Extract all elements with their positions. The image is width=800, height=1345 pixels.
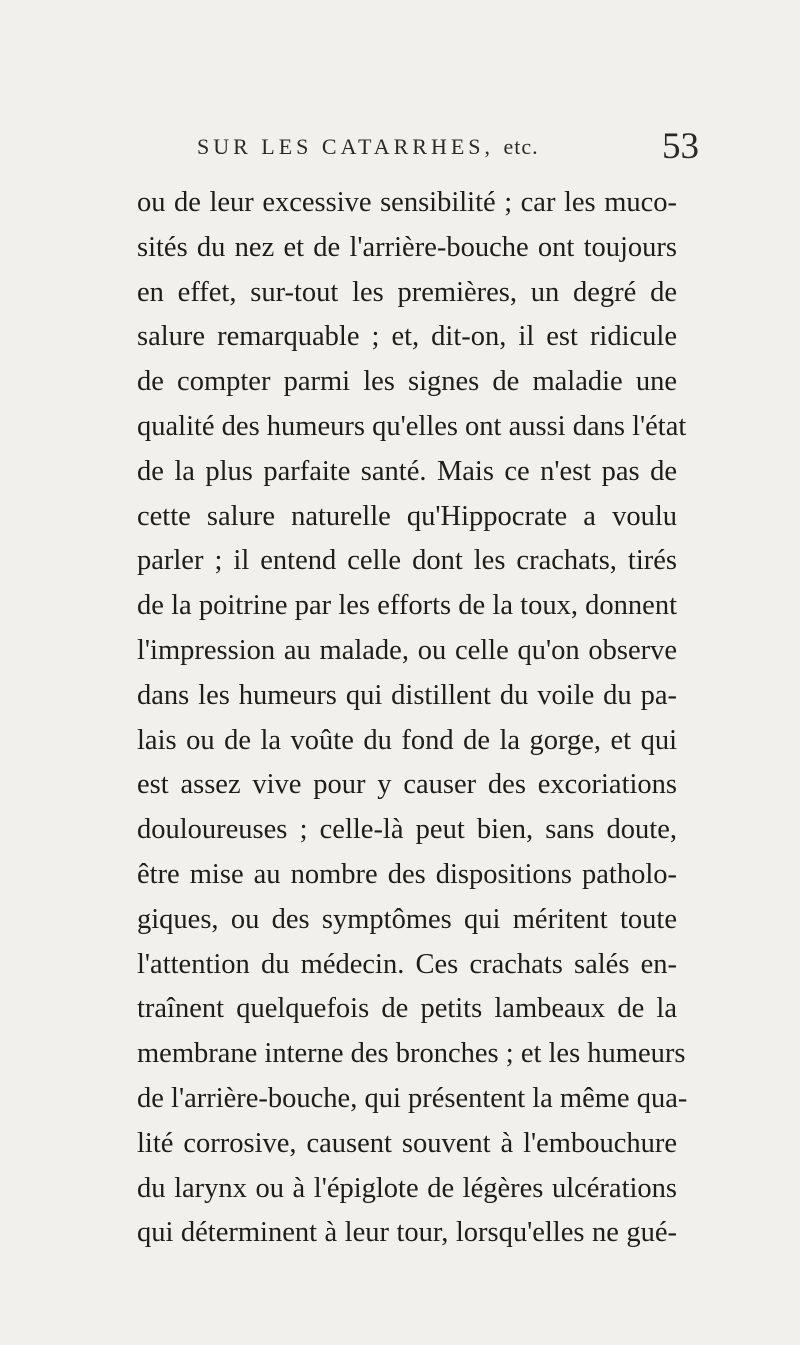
running-head [197, 134, 627, 174]
text-line: dans les humeurs qui distillent du voile du pa- [137, 679, 677, 711]
page-number: 53 [662, 126, 699, 167]
text-line: cette salure naturelle qu'Hippocrate a voulu [137, 500, 677, 532]
text-line: salure remarquable ; et, dit-on, il est ridicule [137, 321, 677, 353]
text-line: du larynx ou à l'épiglote de légères ulcérations [137, 1172, 677, 1204]
text-line: de l'arrière-bouche, qui présentent la même qua- [137, 1082, 688, 1114]
running-title: SUR LES CATARRHES, [197, 134, 495, 159]
text-line: traînent quelquefois de petits lambeaux de la [137, 993, 677, 1025]
text-line: en effet, sur-tout les premières, un degré de [137, 276, 677, 308]
text-line: ou de leur excessive sensibilité ; car les muco- [137, 187, 677, 218]
text-line: membrane interne des bronches ; et les humeurs [137, 1038, 686, 1070]
text-line: sités du nez et de l'arrière-bouche ont toujours [137, 231, 677, 263]
running-title-suffix: etc. [503, 134, 539, 159]
text-line: douloureuses ; celle-là peut bien, sans doute, [137, 814, 677, 846]
text-line: giques, ou des symptômes qui méritent toute [137, 903, 677, 935]
text-line: l'attention du médecin. Ces crachats salés en- [137, 948, 677, 980]
body-text [137, 181, 688, 1256]
text-line: l'impression au malade, ou celle qu'on observe [137, 634, 677, 666]
text-line: de la plus parfaite santé. Mais ce n'est pas de [137, 455, 677, 487]
text-line: qualité des humeurs qu'elles ont aussi dans l'état [137, 410, 687, 442]
text-line: de compter parmi les signes de maladie une [137, 366, 677, 398]
text-line: lité corrosive, causent souvent à l'embouchure [137, 1127, 677, 1159]
text-line: qui déterminent à leur tour, lorsqu'elles ne gué- [137, 1217, 677, 1249]
text-line: être mise au nombre des dispositions patholo- [137, 858, 677, 890]
text-line: lais ou de la voûte du fond de la gorge, et qui [137, 724, 677, 756]
text-line: de la poitrine par les efforts de la toux, donnent [137, 590, 677, 622]
text-line: est assez vive pour y causer des excoriations [137, 769, 677, 801]
text-line: parler ; il entend celle dont les crachats, tirés [137, 545, 677, 577]
